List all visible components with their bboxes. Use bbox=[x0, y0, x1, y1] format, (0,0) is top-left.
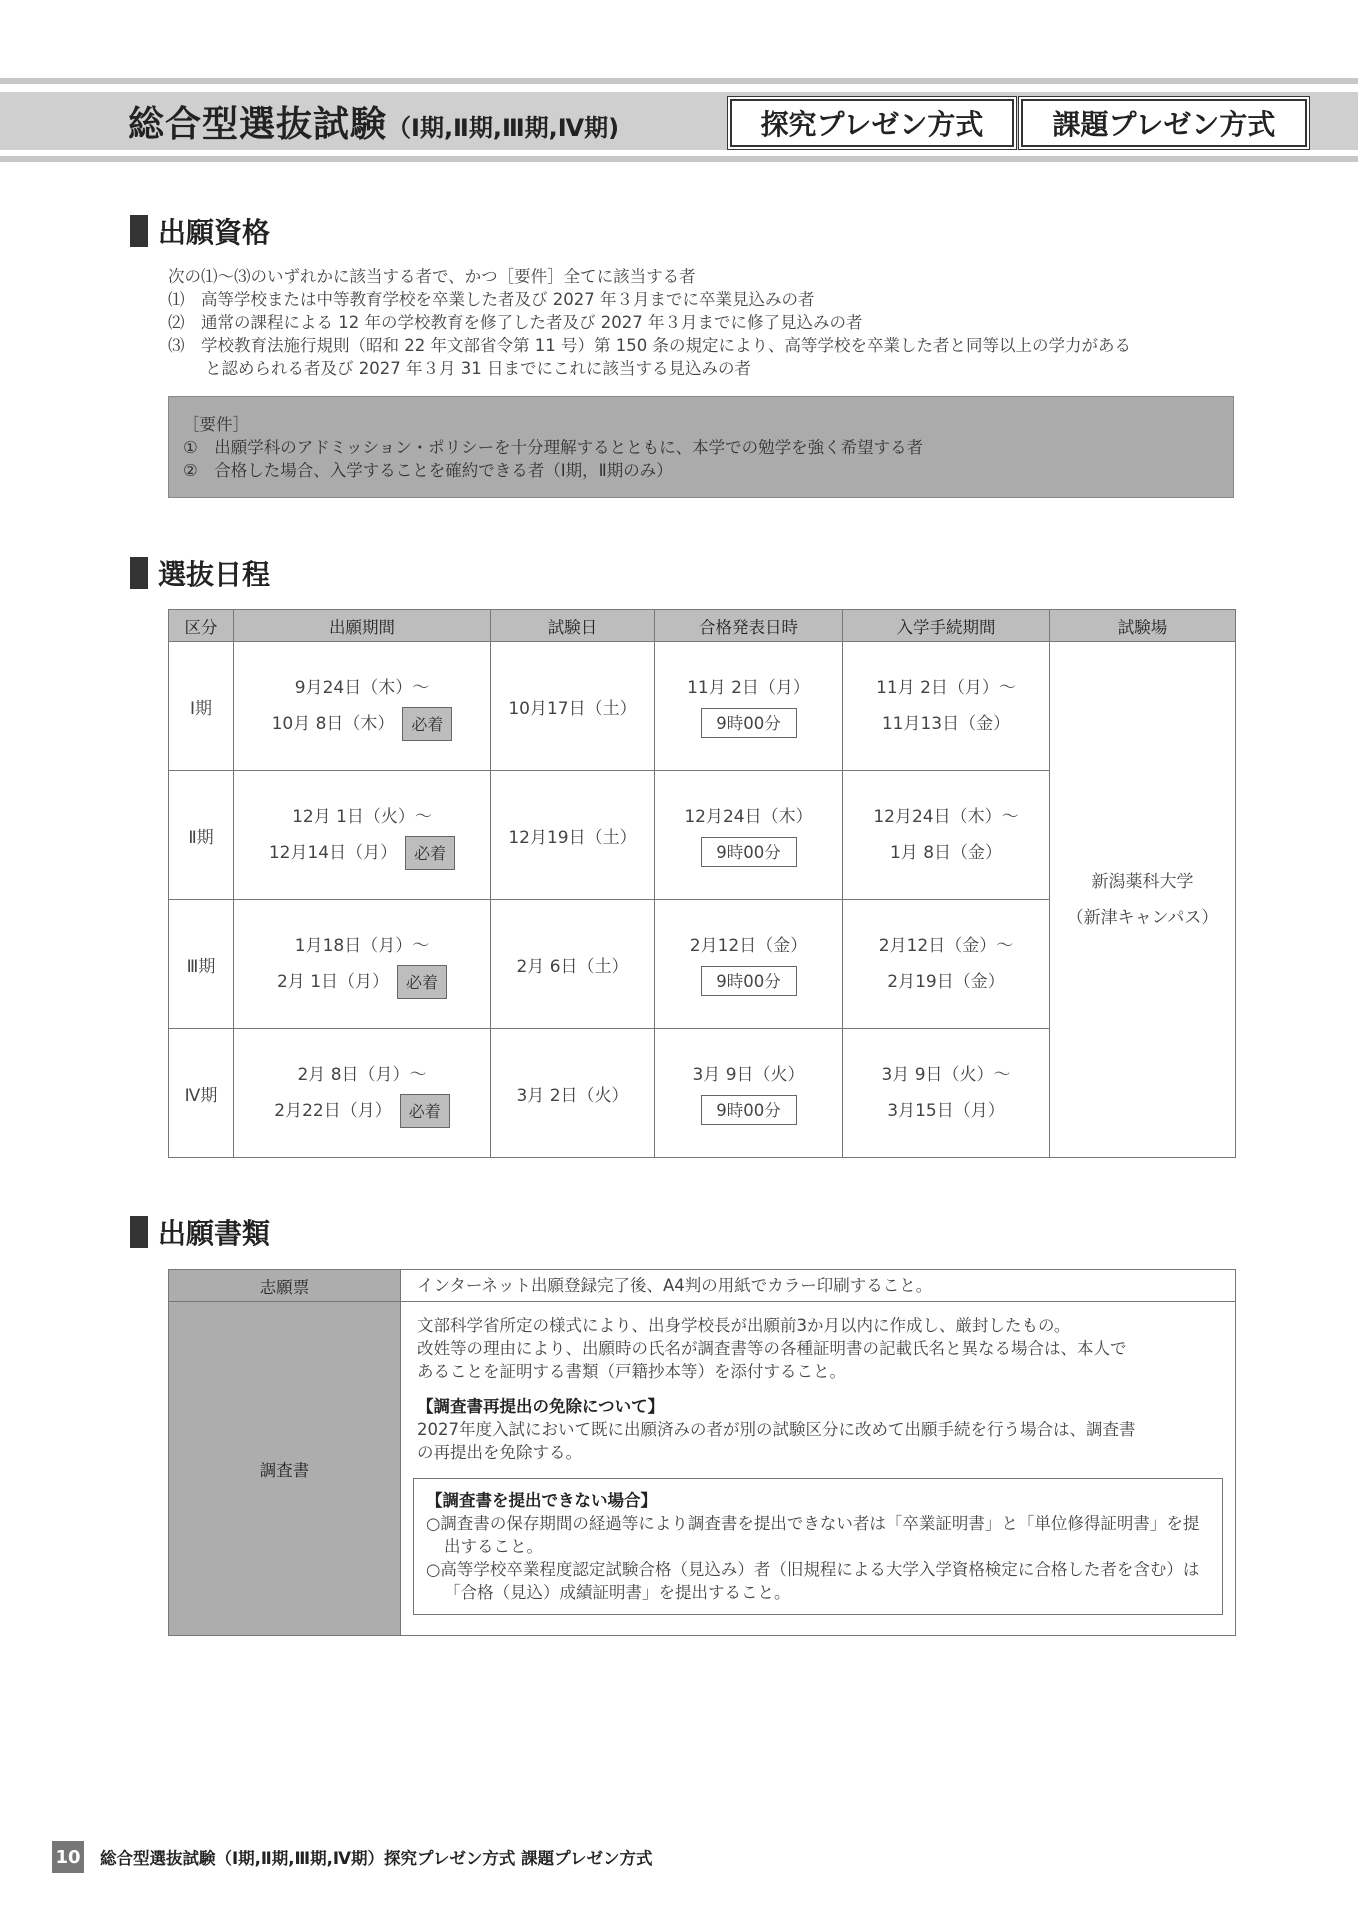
venue-campus: （新津キャンパス） bbox=[1066, 907, 1219, 928]
requirements-label: ［要件］ bbox=[183, 415, 249, 434]
section-heading-eligibility bbox=[130, 214, 270, 248]
procedure-end: 3月15日（月） bbox=[887, 1101, 1005, 1121]
section-title: 出願資格 bbox=[158, 216, 271, 249]
application-end: 2月22日（月） bbox=[274, 1101, 392, 1121]
header-rule-top bbox=[0, 78, 1358, 84]
exemption-line: の再提出を免除する。 bbox=[417, 1443, 582, 1462]
result-date: 2月12日（金） bbox=[689, 936, 808, 956]
exam-date-cell: 2月 6日（土） bbox=[491, 900, 655, 1029]
procedure-period-cell bbox=[843, 1029, 1050, 1158]
report-desc bbox=[401, 1302, 1236, 1636]
documents-table bbox=[168, 1269, 1236, 1636]
table-row bbox=[169, 642, 1236, 771]
result-cell bbox=[655, 771, 843, 900]
result-time-badge: 9時00分 bbox=[701, 837, 797, 867]
procedure-period-cell bbox=[843, 900, 1050, 1029]
must-arrive-badge: 必着 bbox=[397, 965, 447, 999]
term-cell: Ⅰ期 bbox=[169, 642, 234, 771]
exemption-line: 2027年度入試において既に出願済みの者が別の試験区分に改めて出願手続を行う場合は、調査書 bbox=[417, 1420, 1136, 1439]
result-date: 3月 9日（火） bbox=[692, 1065, 805, 1085]
report-text bbox=[401, 1302, 1235, 1464]
table-row bbox=[169, 1302, 1236, 1636]
report-line: あることを証明する書類（戸籍抄本等）を添付すること。 bbox=[417, 1362, 846, 1381]
procedure-period-cell bbox=[843, 642, 1050, 771]
exam-date-cell: 12月19日（土） bbox=[491, 771, 655, 900]
result-date: 11月 2日（月） bbox=[687, 678, 810, 698]
application-start: 1月18日（月）〜 bbox=[294, 936, 430, 956]
section-marker bbox=[130, 215, 148, 247]
section-marker bbox=[130, 557, 148, 589]
eligibility-line: ⑵ 通常の課程による 12 年の学校教育を修了した者及び 2027 年３月までに修了見込みの者 bbox=[168, 313, 863, 332]
application-period-cell bbox=[234, 642, 491, 771]
procedure-end: 11月13日（金） bbox=[881, 714, 1011, 734]
procedure-end: 2月19日（金） bbox=[887, 972, 1005, 992]
application-end: 10月 8日（木） bbox=[271, 714, 395, 734]
section-marker bbox=[130, 1216, 148, 1248]
report-label: 調査書 bbox=[169, 1302, 401, 1636]
cannot-submit-box bbox=[413, 1478, 1223, 1615]
requirements-box bbox=[168, 396, 1234, 498]
procedure-start: 11月 2日（月）〜 bbox=[876, 678, 1016, 698]
exemption-title: 【調査書再提出の免除について】 bbox=[417, 1397, 665, 1416]
page-title-main: 総合型選抜試験 bbox=[128, 104, 388, 145]
eligibility-line: ⑶ 学校教育法施行規則（昭和 22 年文部省令第 11 号）第 150 条の規定により、高等学校を卒業した者と同等以上の学力がある bbox=[168, 336, 1131, 355]
requirement-item: ① 出願学科のアドミッション・ポリシーを十分理解するとともに、本学での勉学を強く希望する者 bbox=[183, 438, 924, 457]
result-time-badge: 9時00分 bbox=[701, 1095, 797, 1125]
footer-text: 総合型選抜試験（Ⅰ期,Ⅱ期,Ⅲ期,Ⅳ期）探究プレゼン方式 課題プレゼン方式 bbox=[100, 1849, 653, 1868]
result-time-badge: 9時00分 bbox=[701, 708, 797, 738]
application-period-cell bbox=[234, 771, 491, 900]
section-title: 出願書類 bbox=[158, 1217, 271, 1250]
must-arrive-badge: 必着 bbox=[405, 836, 455, 870]
column-header: 入学手続期間 bbox=[843, 610, 1050, 642]
application-period-cell bbox=[234, 1029, 491, 1158]
cannot-submit-title: 【調査書を提出できない場合】 bbox=[426, 1491, 657, 1510]
application-start: 12月 1日（火）〜 bbox=[292, 807, 432, 827]
eligibility-line: と認められる者及び 2027 年３月 31 日までにこれに該当する見込みの者 bbox=[205, 359, 751, 378]
application-form-text: インターネット出願登録完了後、A4判の用紙でカラー印刷すること。 bbox=[417, 1276, 933, 1295]
page-title bbox=[128, 96, 619, 147]
cannot-submit-item: ○調査書の保存期間の経過等により調査書を提出できない者は「卒業証明書」と「単位修得証明書」を提出すること。 bbox=[426, 1514, 1200, 1556]
method-tag-assignment: 課題プレゼン方式 bbox=[1021, 99, 1307, 147]
exam-date-cell: 3月 2日（火） bbox=[491, 1029, 655, 1158]
term-cell: Ⅳ期 bbox=[169, 1029, 234, 1158]
eligibility-line: ⑴ 高等学校または中等教育学校を卒業した者及び 2027 年３月までに卒業見込みの者 bbox=[168, 290, 815, 309]
report-line: 改姓等の理由により、出願時の氏名が調査書等の各種証明書の記載氏名と異なる場合は、本人で bbox=[417, 1339, 1127, 1358]
venue-cell bbox=[1050, 642, 1236, 1158]
application-end: 12月14日（月） bbox=[268, 843, 398, 863]
procedure-start: 2月12日（金）〜 bbox=[878, 936, 1014, 956]
procedure-start: 12月24日（木）〜 bbox=[873, 807, 1019, 827]
eligibility-text bbox=[168, 265, 1131, 380]
term-cell: Ⅲ期 bbox=[169, 900, 234, 1029]
report-line: 文部科学省所定の様式により、出身学校長が出願前3か月以内に作成し、厳封したもの。 bbox=[417, 1316, 1071, 1335]
page-number: 10 bbox=[52, 1841, 84, 1873]
column-header: 出願期間 bbox=[234, 610, 491, 642]
column-header: 試験場 bbox=[1050, 610, 1236, 642]
column-header: 合格発表日時 bbox=[655, 610, 843, 642]
result-cell bbox=[655, 900, 843, 1029]
result-time-badge: 9時00分 bbox=[701, 966, 797, 996]
header-rule-bottom bbox=[0, 156, 1358, 162]
section-heading-documents bbox=[130, 1215, 270, 1249]
requirement-item: ② 合格した場合、入学することを確約できる者（Ⅰ期，Ⅱ期のみ） bbox=[183, 461, 673, 480]
must-arrive-badge: 必着 bbox=[402, 707, 452, 741]
procedure-start: 3月 9日（火）〜 bbox=[881, 1065, 1011, 1085]
result-date: 12月24日（木） bbox=[684, 807, 813, 827]
page-title-terms: （Ⅰ期,Ⅱ期,Ⅲ期,Ⅳ期) bbox=[387, 114, 620, 142]
application-start: 2月 8日（月）〜 bbox=[297, 1065, 427, 1085]
column-header: 試験日 bbox=[491, 610, 655, 642]
application-form-label: 志願票 bbox=[169, 1270, 401, 1302]
term-cell: Ⅱ期 bbox=[169, 771, 234, 900]
result-cell bbox=[655, 1029, 843, 1158]
column-header: 区分 bbox=[169, 610, 234, 642]
cannot-submit-item: ○高等学校卒業程度認定試験合格（見込み）者（旧規程による大学入学資格検定に合格した者を含む）は「合格（見込）成績証明書」を提出すること。 bbox=[426, 1560, 1200, 1602]
procedure-period-cell bbox=[843, 771, 1050, 900]
venue-name: 新潟薬科大学 bbox=[1091, 871, 1194, 892]
application-end: 2月 1日（月） bbox=[276, 972, 390, 992]
schedule-table bbox=[168, 609, 1236, 1158]
exam-date-cell: 10月17日（土） bbox=[491, 642, 655, 771]
result-cell bbox=[655, 642, 843, 771]
application-period-cell bbox=[234, 900, 491, 1029]
section-heading-schedule bbox=[130, 556, 270, 590]
table-row bbox=[169, 1270, 1236, 1302]
section-title: 選抜日程 bbox=[158, 558, 271, 591]
procedure-end: 1月 8日（金） bbox=[889, 843, 1003, 863]
must-arrive-badge: 必着 bbox=[400, 1094, 450, 1128]
eligibility-line: 次の⑴〜⑶のいずれかに該当する者で、かつ［要件］全てに該当する者 bbox=[168, 267, 696, 286]
method-tag-inquiry: 探究プレゼン方式 bbox=[730, 99, 1014, 147]
application-start: 9月24日（木）〜 bbox=[294, 678, 430, 698]
table-header-row bbox=[169, 610, 1236, 642]
application-form-desc bbox=[401, 1270, 1236, 1302]
